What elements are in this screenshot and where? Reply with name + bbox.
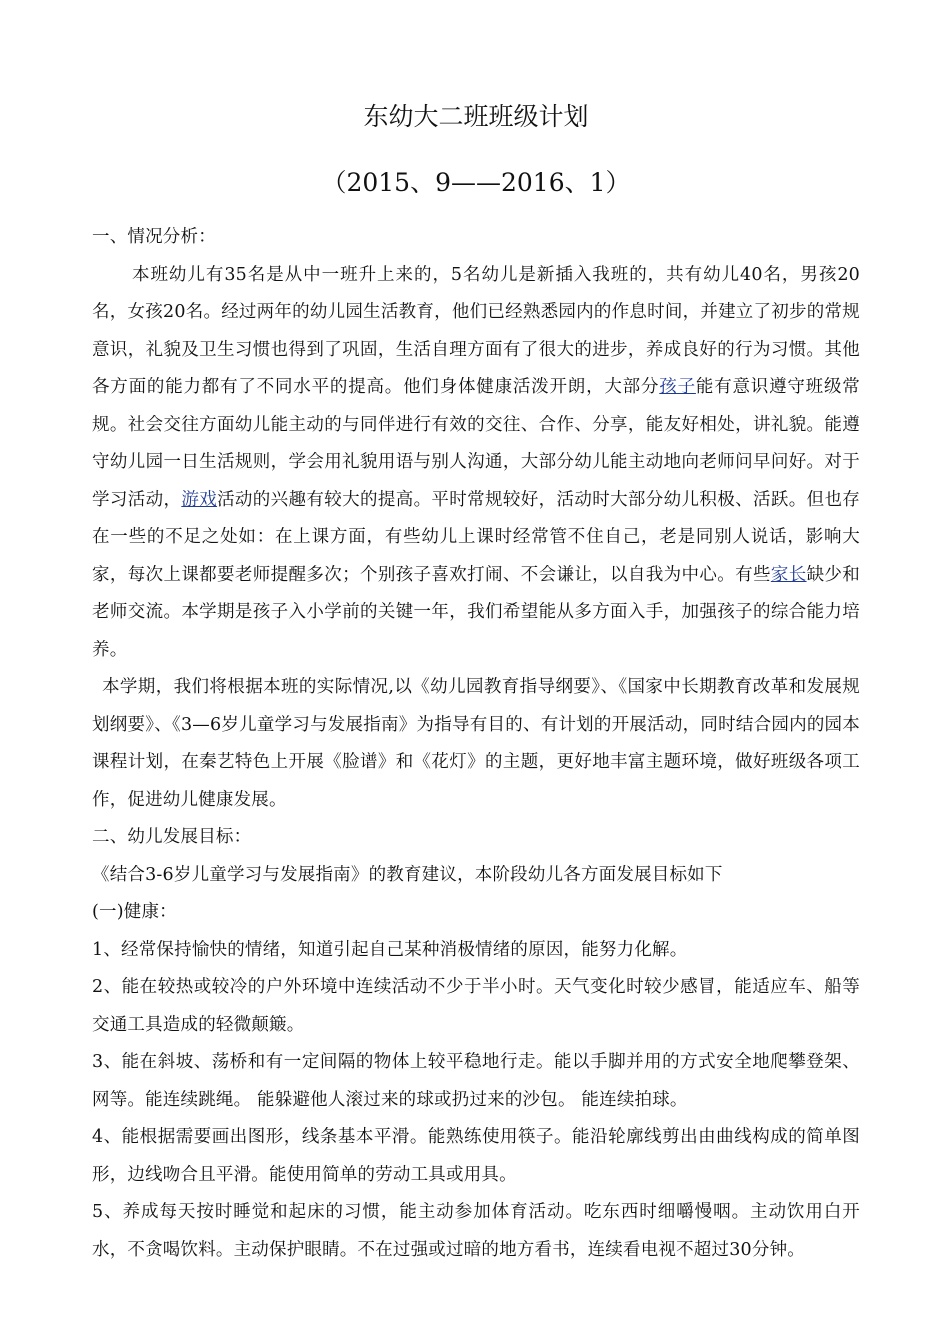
paragraph-text: 本班幼儿有35名是从中一班升上来的，5名幼儿是新插入我班的，共有幼儿40名，男孩20名，女孩20名。经过两年的幼儿园生活教育，他们已经熟悉园内的作息时间，并建立了初步的常规意识，礼貌及卫生习惯也得到了巩固，生活自理方面有了很大的进步，养成良好的行为习惯。其他各方面的能力都有了不同水平的提高。他们身体健康活泼开朗，大部分 xyxy=(92,264,860,397)
link-children[interactable]: 孩子 xyxy=(659,377,696,397)
paragraph-text: 活动的兴趣有较大的提高。平时常规较好，活动时大部分幼儿积极、活跃。但也存在一些的不足之处如：在上课方面，有些幼儿上课时经常管不住自己，老是同别人说话，影响大家，每次上课都要老师提醒多次；个别孩子喜欢打闹、不会谦让，以自我为中心。有些 xyxy=(92,489,861,585)
link-parents[interactable]: 家长 xyxy=(770,564,807,585)
section-heading-situation: 一、情况分析： xyxy=(92,227,216,247)
paragraph-text: 缺少和老师交流。本学期是孩子入小学前的关键一年，我们希望能从多方面入手，加强孩子的综合能力培养。 xyxy=(92,564,860,660)
health-item: 4、能根据需要画出图形，线条基本平滑。能熟练使用筷子。能沿轮廓线剪出由曲线构成的简单图形，边线吻合且平滑。能使用简单的劳动工具或用具。 xyxy=(92,1127,860,1185)
link-games[interactable]: 游戏 xyxy=(181,489,218,510)
document-page xyxy=(92,95,860,1269)
health-item: 2、能在较热或较冷的户外环境中连续活动不少于半小时。天气变化时较少感冒，能适应车、船等交通工具造成的轻微颠簸。 xyxy=(92,977,860,1035)
health-item: 3、能在斜坡、荡桥和有一定间隔的物体上较平稳地行走。能以手脚并用的方式安全地爬攀登架、网等。能连续跳绳。 能躲避他人滚过来的球或扔过来的沙包。 能连续拍球。 xyxy=(92,1052,860,1110)
section-heading-goals: 二、幼儿发展目标： xyxy=(92,827,252,847)
situation-paragraph xyxy=(92,257,860,670)
paragraph-text: 能有意识遵守班级常规。社会交往方面幼儿能主动的与同伴进行有效的交往、合作、分享，能友好相处，讲礼貌。能遵守幼儿园一日生活规则，学会用礼貌用语与别人沟通，大部分幼儿能主动地向老师问早问好。对于学习活动， xyxy=(92,377,860,510)
health-item: 5、养成每天按时睡觉和起床的习惯，能主动参加体育活动。吃东西时细嚼慢咽。主动饮用白开水，不贪喝饮料。主动保护眼睛。不在过强或过暗的地方看书，连续看电视不超过30分钟。 xyxy=(92,1202,860,1260)
document-subtitle: （2015、9——2016、1） xyxy=(321,168,631,197)
health-item: 1、经常保持愉快的情绪，知道引起自己某种消极情绪的原因，能努力化解。 xyxy=(92,939,688,960)
semester-plan-paragraph: 本学期，我们将根据本班的实际情况,以《幼儿园教育指导纲要》、《国家中长期教育改革和发展规划纲要》、《3—6岁儿童学习与发展指南》为指导有目的、有计划的开展活动，同时结合园内的园本课程计划，在秦艺特色上开展《脸谱》和《花灯》的主题，更好地丰富主题环境，做好班级各项工作，促进幼儿健康发展。 xyxy=(92,677,860,810)
goals-intro: 《结合3-6岁儿童学习与发展指南》的教育建议，本阶段幼儿各方面发展目标如下 xyxy=(92,864,723,885)
subsection-health: (一)健康： xyxy=(92,902,177,922)
document-title: 东幼大二班班级计划 xyxy=(363,102,589,131)
